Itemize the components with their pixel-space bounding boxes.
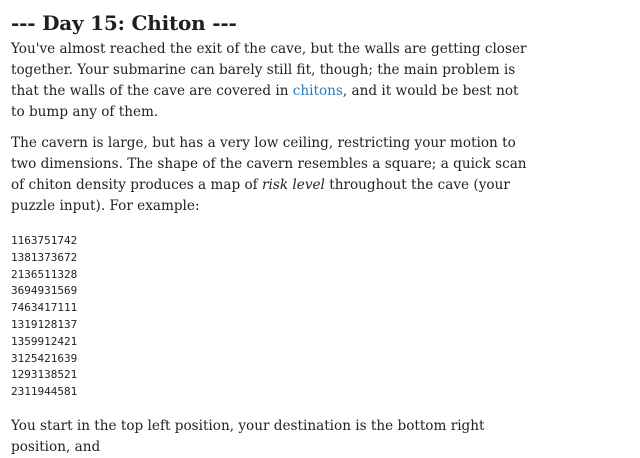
intro-text-after: , and it would be best not to bump any of them.	[11, 83, 519, 120]
cavern-paragraph	[11, 133, 536, 217]
risk-level-emphasis: risk level	[262, 177, 325, 193]
map-row: 1293138521	[11, 368, 78, 382]
chitons-link[interactable]: chitons	[292, 83, 343, 99]
map-row: 3694931569	[11, 284, 78, 298]
risk-level-map	[11, 233, 631, 401]
map-row: 1163751742	[11, 234, 78, 247]
map-row: 1319128137	[11, 317, 78, 331]
intro-text-before: You've almost reached the exit of the cave, but the walls are getting closer together. Your submarine can barely still fit, though; the main problem is that the walls of the cave are covered in	[11, 41, 527, 99]
map-row: 2311944581	[11, 385, 78, 399]
puzzle-article	[11, 0, 631, 458]
cavern-text-after: throughout the cave (your puzzle input). For example:	[11, 177, 510, 214]
intro-paragraph	[11, 39, 536, 123]
map-row: 2136511328	[11, 267, 78, 281]
start-paragraph: You start in the top left position, your destination is the bottom right position, and	[11, 417, 485, 455]
map-row: 3125421639	[11, 351, 78, 365]
map-row: 1359912421	[11, 334, 78, 348]
map-row: 1381373672	[11, 250, 78, 264]
cavern-text-before: The cavern is large, but has a very low ceiling, restricting your motion to two dimensions. The shape of the cavern resembles a square; a quick scan of chiton density produces a map of	[11, 135, 527, 193]
map-row: 7463417111	[11, 301, 78, 315]
page-title: --- Day 15: Chiton ---	[11, 11, 237, 35]
